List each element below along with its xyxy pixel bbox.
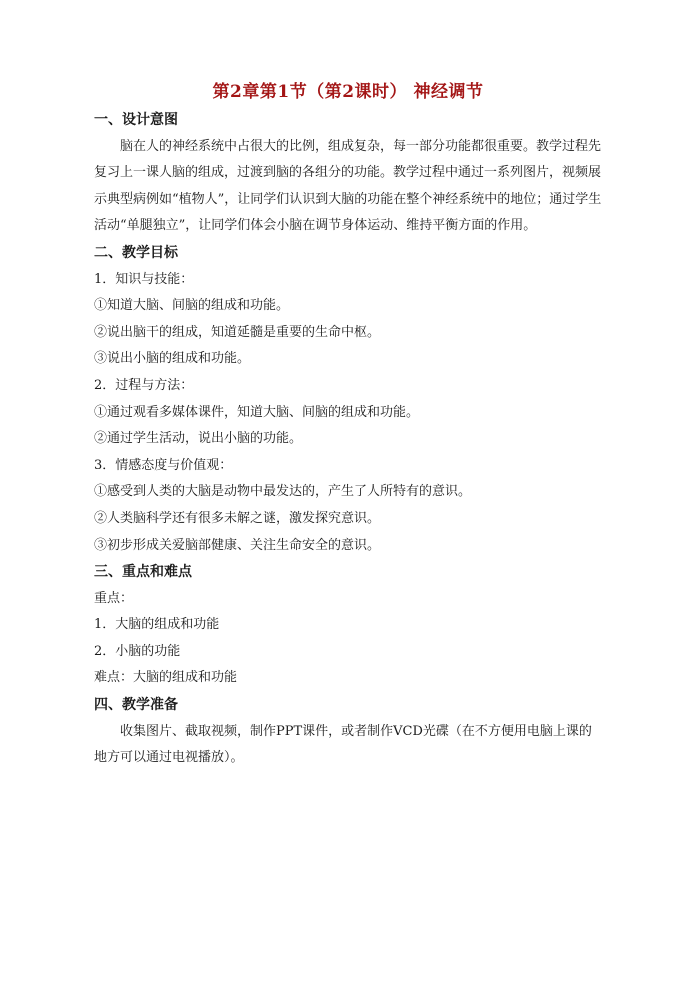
goal-line: ①感受到人类的大脑是动物中最发达的，产生了人所特有的意识。 [94, 484, 472, 500]
goal-line: ③初步形成关爱脑部健康、关注生命安全的意识。 [94, 537, 381, 553]
keypoint-line: 难点：大脑的组成和功能 [94, 670, 238, 686]
section-heading-prep: 四、教学准备 [94, 697, 178, 714]
section-heading-goals: 二、教学目标 [94, 244, 178, 261]
keypoint-line: 重点： [94, 590, 134, 606]
goal-line: ①通过观看多媒体课件，知道大脑、间脑的组成和功能。 [94, 404, 420, 420]
goal-line: ③说出小脑的组成和功能。 [94, 351, 251, 367]
goal-line: 3．情感态度与价值观： [94, 457, 233, 473]
goal-line: ②人类脑科学还有很多未解之谜，激发探究意识。 [94, 510, 381, 526]
section-heading-design: 一、设计意图 [94, 112, 178, 128]
document-body [94, 107, 604, 772]
goal-line: ①知道大脑、间脑的组成和功能。 [94, 298, 290, 314]
goal-line: 2．过程与方法： [94, 377, 194, 393]
goal-line: ②通过学生活动，说出小脑的功能。 [94, 431, 303, 447]
design-paragraph: 脑在人的神经系统中占很大的比例，组成复杂，每一部分功能都很重要。教学过程先复习上一课人脑的组成，过渡到脑的各组分的功能。教学过程中通过一系列图片，视频展示典型病例如“植物人”，让同学们认识到大脑的功能在整个神经系统中的地位；通过学生活动“单腿独立”，让同学们体会小脑在调节身体运动、维持平衡方面的作用。 [94, 138, 602, 234]
goal-line: ②说出脑干的组成，知道延髓是重要的生命中枢。 [94, 324, 381, 340]
keypoint-line: 1．大脑的组成和功能 [94, 617, 220, 633]
keypoint-line: 2．小脑的功能 [94, 643, 181, 659]
page-title: 第2章第1节（第2课时） 神经调节 [212, 82, 484, 102]
prep-paragraph: 收集图片、截取视频，制作PPT课件，或者制作VCD光碟（在不方便用电脑上课的地方可以通过电视播放）。 [94, 723, 592, 766]
goal-line: 1．知识与技能： [94, 271, 194, 287]
section-heading-keypoints: 三、重点和难点 [94, 564, 192, 581]
